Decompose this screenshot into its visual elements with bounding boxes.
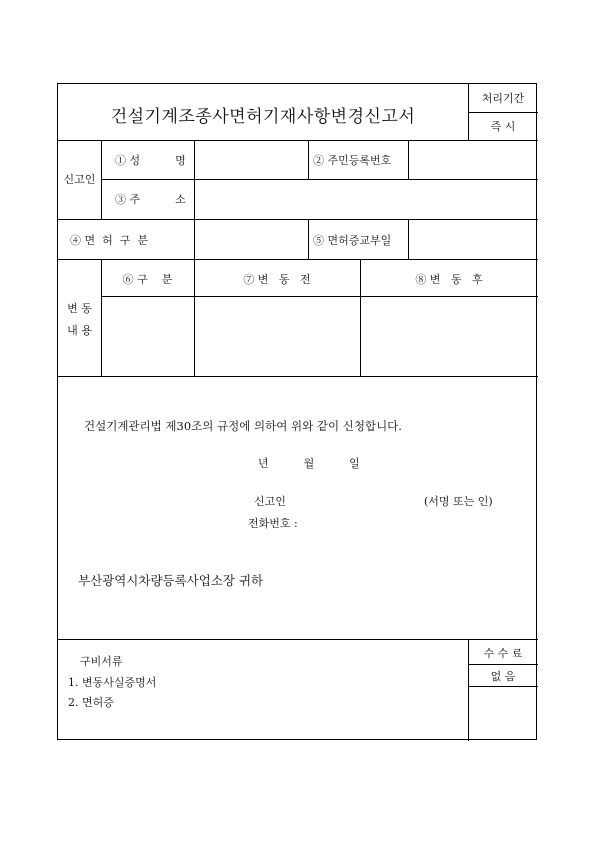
rrn-field[interactable]: [409, 141, 537, 179]
col-after-header: ⑧ 변 동 후: [415, 273, 483, 286]
divider: [468, 112, 538, 113]
change-report-form: [57, 83, 537, 740]
change-label-line2: 내 용: [67, 324, 92, 337]
fee-value: 없 음: [490, 670, 516, 683]
fee-label: 수 수 료: [483, 647, 523, 660]
divider: [308, 219, 309, 259]
col-before-header: ⑦ 변 동 전: [243, 273, 311, 286]
divider: [468, 664, 538, 665]
address-field[interactable]: [195, 180, 537, 218]
attachment-item-1: 1. 변동사실증명서: [68, 676, 157, 689]
form-title: 건설기계조종사면허기재사항변경신고서: [110, 107, 416, 127]
date-line: 년 월 일: [258, 457, 360, 470]
change-after-field[interactable]: [361, 297, 537, 375]
name-label: ① 성 명: [115, 154, 186, 167]
license-issue-date-label: ⑤ 면허증교부일: [313, 234, 392, 247]
divider: [58, 639, 538, 640]
processing-period-label: 처리기간: [481, 92, 525, 105]
divider: [58, 376, 538, 377]
license-issue-date-field[interactable]: [409, 220, 537, 258]
applicant-label: 신고인: [254, 495, 286, 508]
signature-note: (서명 또는 인): [424, 495, 493, 508]
rrn-label: ② 주민등록번호: [313, 154, 392, 167]
address-label: ③ 주 소: [115, 193, 186, 206]
attachments-title: 구비서류: [80, 655, 123, 668]
reporter-label: 신고인: [63, 173, 96, 186]
license-type-field[interactable]: [195, 220, 308, 258]
statement-text: 건설기계관리법 제30조의 규정에 의하여 위와 같이 신청합니다.: [84, 419, 402, 433]
license-type-label: ④ 면 허 구 분: [70, 234, 148, 247]
change-before-field[interactable]: [195, 297, 359, 375]
recipient-text: 부산광역시차량등록사업소장 귀하: [78, 573, 264, 588]
phone-label: 전화번호 :: [248, 517, 298, 530]
attachment-item-2: 2. 면허증: [68, 696, 114, 709]
divider: [58, 259, 538, 260]
divider: [468, 686, 538, 687]
name-field[interactable]: [195, 141, 308, 179]
change-category-field[interactable]: [102, 297, 193, 375]
change-label-line1: 변 동: [67, 302, 92, 315]
divider: [308, 140, 309, 179]
processing-period-value: 즉 시: [490, 120, 516, 133]
col-category-header: ⑥ 구 분: [122, 273, 173, 286]
